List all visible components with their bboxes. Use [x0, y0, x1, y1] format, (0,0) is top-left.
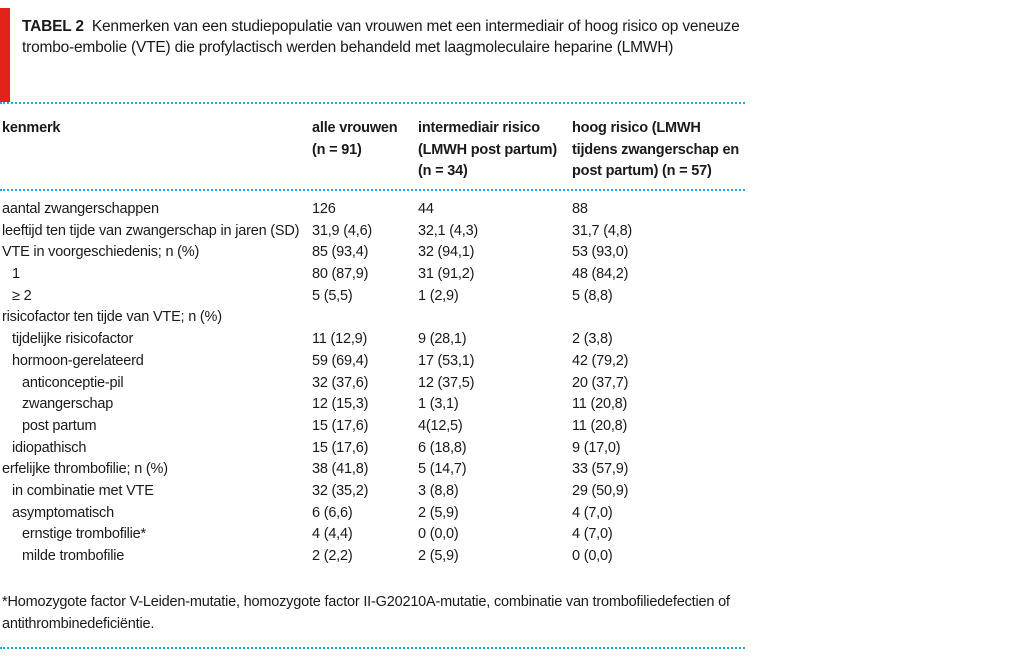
table-footnote: *Homozygote factor V-Leiden-mutatie, homozygote factor II-G20210A-mutatie, combinatie van trombofiliedefectien of antithrombinedeficiëntie. — [2, 594, 730, 632]
cell-intermediate-risk: 1 (2,9) — [418, 287, 459, 304]
cell-intermediate-risk: 6 (18,8) — [418, 439, 467, 456]
cell-all-women: 5 (5,5) — [312, 287, 353, 304]
cell-intermediate-risk: 32 (94,1) — [418, 244, 475, 261]
table-row — [0, 416, 745, 438]
cell-all-women: 32 (37,6) — [312, 374, 369, 391]
cell-high-risk: 11 (20,8) — [572, 417, 628, 434]
table-header — [0, 112, 745, 182]
cell-all-women: 126 — [312, 201, 336, 217]
header-all-women-line2: (n = 91) — [312, 141, 362, 158]
table-row — [0, 264, 745, 286]
cell-high-risk: 48 (84,2) — [572, 266, 629, 283]
cell-all-women: 85 (93,4) — [312, 244, 369, 261]
cell-intermediate-risk: 4(12,5) — [418, 417, 463, 434]
accent-bar — [0, 8, 10, 102]
table-row — [0, 546, 745, 568]
table-caption-block — [0, 8, 745, 102]
row-label: ≥ 2 — [12, 287, 32, 304]
cell-intermediate-risk: 0 (0,0) — [418, 526, 459, 543]
cell-high-risk: 31,7 (4,8) — [572, 222, 633, 239]
header-intermediate-risk — [418, 118, 557, 183]
table-row — [0, 286, 745, 308]
header-intermediate-line3: (n = 34) — [418, 163, 468, 179]
cell-high-risk: 5 (8,8) — [572, 287, 613, 304]
table-row — [0, 394, 745, 416]
header-intermediate-line1: intermediair risico — [418, 120, 540, 136]
table-row — [0, 524, 745, 546]
header-all-women — [312, 118, 397, 161]
cell-intermediate-risk: 31 (91,2) — [418, 266, 475, 283]
cell-all-women: 31,9 (4,6) — [312, 222, 373, 239]
cell-high-risk: 42 (79,2) — [572, 352, 629, 369]
header-high-line2: tijdens zwangerschap en — [572, 141, 740, 158]
cell-high-risk: 20 (37,7) — [572, 374, 629, 391]
cell-intermediate-risk: 44 — [418, 201, 434, 217]
table-row — [0, 242, 745, 264]
table-label: TABEL 2 — [22, 18, 84, 35]
cell-intermediate-risk: 5 (14,7) — [418, 461, 467, 478]
table-row — [0, 459, 745, 481]
cell-high-risk: 11 (20,8) — [572, 396, 628, 413]
cell-intermediate-risk: 1 (3,1) — [418, 396, 459, 413]
row-label: ernstige trombofilie* — [22, 526, 146, 543]
table-caption — [22, 16, 742, 58]
table-row — [0, 481, 745, 503]
row-label: risicofactor ten tijde van VTE; n (%) — [2, 309, 222, 326]
cell-all-women: 2 (2,2) — [312, 548, 353, 564]
header-high-line3: post partum) (n = 57) — [572, 163, 712, 179]
cell-all-women: 15 (17,6) — [312, 439, 369, 456]
cell-intermediate-risk: 9 (28,1) — [418, 331, 467, 348]
row-label: post partum — [22, 417, 97, 434]
cell-all-women: 80 (87,9) — [312, 266, 369, 283]
header-high-risk — [572, 118, 739, 183]
table-row — [0, 221, 745, 243]
table-row — [0, 503, 745, 525]
cell-high-risk: 88 — [572, 201, 588, 217]
cell-high-risk: 0 (0,0) — [572, 548, 613, 564]
cell-intermediate-risk: 2 (5,9) — [418, 548, 459, 564]
cell-all-women: 38 (41,8) — [312, 461, 369, 478]
row-label: zwangerschap — [22, 396, 114, 413]
row-label: milde trombofilie — [22, 548, 125, 564]
row-label: tijdelijke risicofactor — [12, 331, 134, 348]
cell-high-risk: 4 (7,0) — [572, 504, 613, 521]
row-label: anticonceptie-pil — [22, 374, 124, 391]
header-kenmerk: kenmerk — [2, 120, 61, 136]
row-label: asymptomatisch — [12, 504, 114, 521]
row-label: leeftijd ten tijde van zwangerschap in jaren (SD) — [2, 222, 300, 239]
bottom-rule — [0, 647, 745, 649]
cell-all-women: 15 (17,6) — [312, 417, 369, 434]
row-label: 1 — [12, 266, 20, 283]
row-label: in combinatie met VTE — [12, 482, 154, 499]
table-row — [0, 351, 745, 373]
cell-intermediate-risk: 32,1 (4,3) — [418, 222, 479, 239]
cell-all-women: 32 (35,2) — [312, 482, 369, 499]
cell-high-risk: 33 (57,9) — [572, 461, 629, 478]
table-row — [0, 438, 745, 460]
cell-all-women: 4 (4,4) — [312, 526, 353, 543]
cell-high-risk: 29 (50,9) — [572, 482, 629, 499]
cell-intermediate-risk: 12 (37,5) — [418, 374, 475, 391]
row-label: aantal zwangerschappen — [2, 201, 159, 217]
cell-high-risk: 9 (17,0) — [572, 439, 621, 456]
row-label: VTE in voorgeschiedenis; n (%) — [2, 244, 200, 261]
cell-high-risk: 2 (3,8) — [572, 331, 613, 348]
header-rule — [0, 189, 745, 191]
header-all-women-line1: alle vrouwen — [312, 120, 398, 136]
table-row — [0, 329, 745, 351]
row-label: idiopathisch — [12, 439, 87, 456]
row-label: hormoon-gerelateerd — [12, 352, 144, 369]
cell-intermediate-risk: 2 (5,9) — [418, 504, 459, 521]
table-body — [0, 199, 745, 568]
cell-all-women: 59 (69,4) — [312, 352, 369, 369]
cell-intermediate-risk: 3 (8,8) — [418, 482, 459, 499]
cell-intermediate-risk: 17 (53,1) — [418, 352, 475, 369]
cell-all-women: 6 (6,6) — [312, 504, 353, 521]
cell-all-women: 12 (15,3) — [312, 396, 369, 413]
table-row — [0, 373, 745, 395]
table-row — [0, 307, 745, 329]
cell-all-women: 11 (12,9) — [312, 331, 368, 348]
table-caption-text: Kenmerken van een studiepopulatie van vrouwen met een intermediair of hoog risico op veneuze trombo-embolie (VTE) die profylactisch werden behandeld met laagmoleculaire heparine (LMWH) — [22, 18, 740, 56]
header-high-line1: hoog risico (LMWH — [572, 120, 701, 136]
top-rule — [0, 102, 745, 104]
cell-high-risk: 4 (7,0) — [572, 526, 613, 543]
cell-high-risk: 53 (93,0) — [572, 244, 629, 261]
row-label: erfelijke thrombofilie; n (%) — [2, 461, 168, 478]
table-row — [0, 199, 745, 221]
header-intermediate-line2: (LMWH post partum) — [418, 141, 557, 158]
